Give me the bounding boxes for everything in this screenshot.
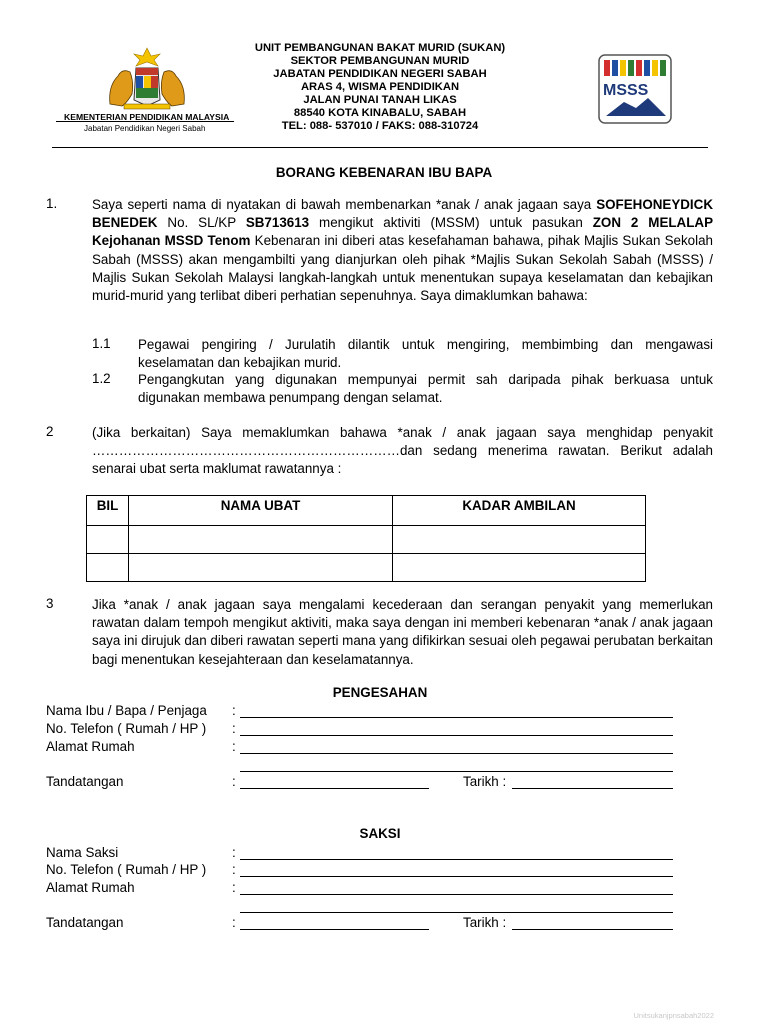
parent-signature-label: Tandatangan: [46, 774, 124, 789]
colon: :: [232, 774, 236, 789]
table-cell[interactable]: [393, 554, 646, 582]
list-item-number: 1.1: [92, 336, 111, 351]
section-3-number: 3: [46, 596, 54, 611]
section-2-line: senarai ubat serta maklumat rawatannya :: [92, 461, 342, 477]
list-item-text: Pengangkutan yang digunakan mempunyai permit sah daripada pihak berkuasa untuk digunakan membawa penumpang dengan selamat.: [138, 372, 713, 405]
letterhead-line: ARAS 4, WISMA PENDIDIKAN: [300, 81, 460, 93]
colon: :: [232, 862, 236, 877]
section-2-line: (Jika berkaitan) Saya memaklumkan bahawa *anak / anak jagaan saya menghidap penyakit: [92, 425, 713, 440]
section-3-text: Jika *anak / anak jagaan saya mengalami kecederaan dan serangan penyakit yang memerlukan rawatan dalam tempoh mengikut aktiviti, maka saya dengan ini memberi kebenaran *anak / anak jagaan saya ini dirujuk dan diberi rawatan seperti mana yang difikirkan sesuai oleh pegawai perubatan berkaitan bagi menentukan kesejahteraan dan keselamatannya.: [92, 597, 713, 667]
witness-date-label: Tarikh :: [463, 915, 507, 930]
table-row: [87, 554, 646, 582]
table-cell[interactable]: [393, 526, 646, 554]
letterhead-line: UNIT PEMBANGUNAN BAKAT MURID (SUKAN): [254, 42, 506, 54]
section-1-number: 1.: [46, 196, 58, 211]
section-2-line: ……………………………………………………………dan sedang menerima rawatan. Berikut adalah: [92, 443, 713, 459]
header-divider: [52, 147, 708, 148]
list-item-text: Pegawai pengiring / Jurulatih dilantik untuk mengiring, membimbing dan mengawasi keselamatan dan kebajikan murid.: [138, 337, 713, 370]
parent-date-field[interactable]: [512, 788, 673, 789]
parent-name-label: Nama Ibu / Bapa / Penjaga: [46, 703, 207, 718]
witness-name-label: Nama Saksi: [46, 845, 119, 860]
parent-phone-field[interactable]: [240, 735, 673, 736]
section-1-text: [92, 196, 713, 305]
witness-address-label: Alamat Rumah: [46, 880, 135, 895]
colon: :: [232, 739, 236, 754]
table-header-row: [87, 496, 646, 526]
letterhead-line: JABATAN PENDIDIKAN NEGERI SABAH: [273, 68, 487, 80]
witness-address-field-2[interactable]: [240, 912, 673, 913]
pengesahan-title: PENGESAHAN: [332, 685, 428, 700]
parent-date-label: Tarikh :: [463, 774, 507, 789]
table-header: KADAR AMBILAN: [393, 496, 646, 526]
medication-table: [86, 495, 646, 582]
section-1-text-c: mengikut aktiviti (MSSM) untuk pasukan: [309, 215, 583, 231]
witness-address-field[interactable]: [240, 894, 673, 895]
witness-phone-field[interactable]: [240, 876, 673, 877]
parent-name-field[interactable]: [240, 717, 673, 718]
table-row: [87, 526, 646, 554]
saksi-title: SAKSI: [359, 826, 401, 841]
table-header: NAMA UBAT: [129, 496, 393, 526]
department-name: Jabatan Pendidikan Negeri Sabah: [84, 124, 206, 133]
section-1-text-d: Kebenaran ini diberi atas kesefahaman bahawa, pihak Majlis Sukan Sekolah Sabah (MSSS) akan mengambilti yang dianjurkan oleh pihak *Majlis Sukan Sekolah Sabah (MSSS) / Majlis Sukan Sekolah Malaysi langkah-langkah untuk menentukan supaya keselamatan dan kebajikan murid-murid yang terlibat diberi perhatian sepenuhnya. Saya dimaklumkan bahawa:: [92, 233, 713, 304]
ic-number: SB713613: [245, 215, 310, 231]
table-cell[interactable]: [87, 554, 129, 582]
table-cell[interactable]: [87, 526, 129, 554]
letterhead-line: 88540 KOTA KINABALU, SABAH: [293, 107, 467, 119]
witness-signature-label: Tandatangan: [46, 915, 124, 930]
msss-logo: [598, 54, 672, 124]
colon: :: [232, 721, 236, 736]
witness-signature-field[interactable]: [240, 929, 429, 930]
section-2-number: 2: [46, 424, 54, 439]
section-1-text-b: No. SL/KP: [157, 215, 246, 231]
list-item-number: 1.2: [92, 371, 111, 386]
watermark: Unitsukanjpnsabah2022: [633, 1011, 714, 1020]
ministry-name: KEMENTERIAN PENDIDIKAN MALAYSIA: [64, 112, 230, 122]
colon: :: [232, 915, 236, 930]
colon: :: [232, 845, 236, 860]
parent-address-field-2[interactable]: [240, 771, 673, 772]
crest-underline: [56, 121, 234, 122]
section-2-text: [92, 424, 713, 479]
parent-signature-field[interactable]: [240, 788, 429, 789]
table-header: BIL: [87, 496, 129, 526]
malaysia-crest-logo: [100, 46, 194, 110]
parent-address-label: Alamat Rumah: [46, 739, 135, 754]
section-1-text-a: Saya seperti nama di nyatakan di bawah membenarkan *anak / anak jagaan saya: [92, 197, 592, 212]
letterhead-line: SEKTOR PEMBANGUNAN MURID: [290, 55, 470, 67]
colon: :: [232, 880, 236, 895]
colon: :: [232, 703, 236, 718]
letterhead-line: JALAN PUNAI TANAH LIKAS: [303, 94, 457, 106]
msss-logo-text: MSSS: [603, 82, 649, 99]
event-name: ZON 2 MELALAP Kejohanan MSSD Tenom: [92, 215, 714, 249]
table-cell[interactable]: [129, 526, 393, 554]
letterhead-line: TEL: 088- 537010 / FAKS: 088-310724: [281, 120, 479, 132]
form-title: BORANG KEBENARAN IBU BAPA: [275, 165, 493, 180]
table-cell[interactable]: [129, 554, 393, 582]
witness-phone-label: No. Telefon ( Rumah / HP ): [46, 862, 207, 877]
student-name: SOFEHONEYDICK BENEDEK: [92, 197, 713, 231]
witness-date-field[interactable]: [512, 929, 673, 930]
parent-address-field[interactable]: [240, 753, 673, 754]
letterhead: [240, 42, 520, 133]
witness-name-field[interactable]: [240, 859, 673, 860]
parent-phone-label: No. Telefon ( Rumah / HP ): [46, 721, 207, 736]
